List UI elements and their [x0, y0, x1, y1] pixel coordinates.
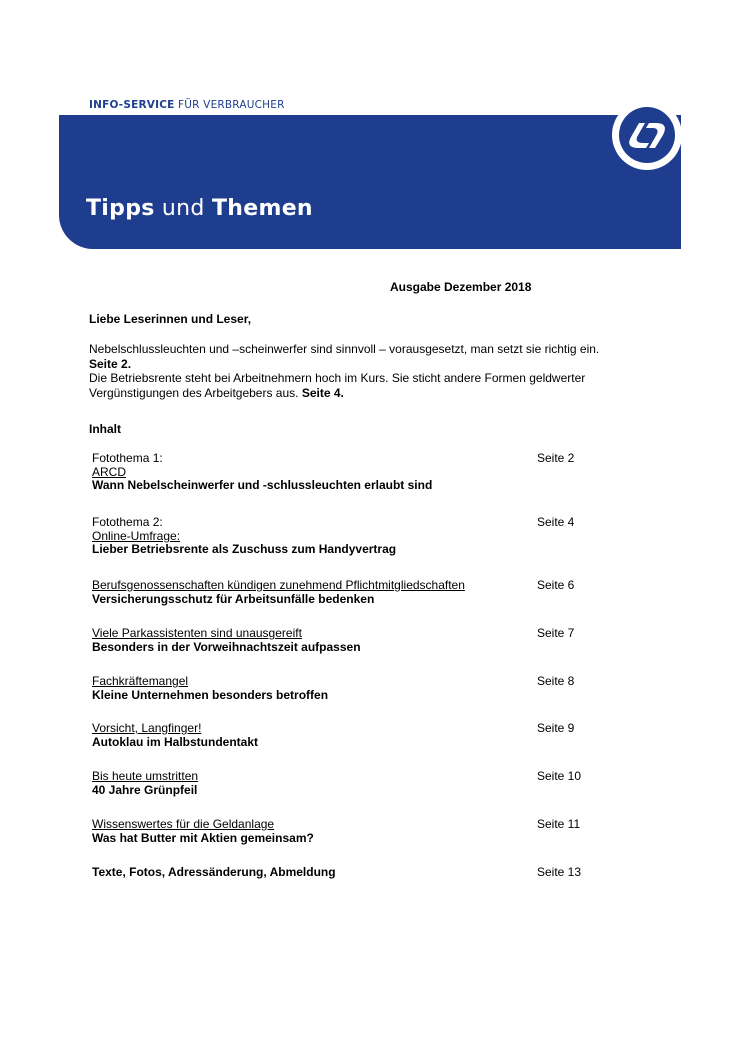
- title-word-und: und: [154, 196, 212, 221]
- toc-entry-page: Seite 6: [537, 578, 575, 592]
- toc-entry-headline: 40 Jahre Grünpfeil: [92, 782, 198, 797]
- toc-entry: [92, 516, 612, 557]
- toc-footer-headline: Texte, Fotos, Adressänderung, Abmeldung: [92, 865, 336, 879]
- edition-label: Ausgabe Dezember 2018: [390, 280, 532, 294]
- toc-entry-headline: Was hat Butter mit Aktien gemeinsam?: [92, 830, 314, 845]
- toc-entry-page: Seite 10: [537, 769, 582, 783]
- toc-entry-topic: ARCD: [92, 464, 127, 479]
- intro-paragraph-2: [89, 371, 629, 400]
- toc-entry: [92, 675, 612, 702]
- intro-p1-text: Nebelschlussleuchten und –scheinwerfer sind sinnvoll – vorausgesetzt, man setzt sie richtig ein.: [89, 342, 600, 356]
- toc-entry-prefix: Fotothema 1:: [92, 451, 163, 465]
- toc-entry-topic: Bis heute umstritten: [92, 769, 199, 783]
- toc-entry: [92, 722, 612, 749]
- banner-title: [86, 196, 313, 221]
- intro-paragraph-1: [89, 342, 629, 371]
- toc-footer: [92, 865, 612, 879]
- toc-entry-headline: Versicherungsschutz für Arbeitsunfälle bedenken: [92, 591, 375, 606]
- toc-entry-topic: Online-Umfrage:: [92, 528, 181, 543]
- toc-entry-headline: Wann Nebelscheinwerfer und -schlussleuchten erlaubt sind: [92, 478, 433, 492]
- kicker-bold: INFO-SERVICE: [89, 99, 175, 111]
- toc-entry-topic: Wissenswertes für die Geldanlage: [92, 817, 275, 831]
- toc-entry: [92, 627, 612, 654]
- toc-entry-topic: Berufsgenossenschaften kündigen zunehmend Pflichtmitgliedschaften: [92, 578, 465, 592]
- toc-entry: [92, 770, 612, 797]
- title-word-themen: Themen: [211, 196, 313, 221]
- toc-entry-prefix: Fotothema 2:: [92, 515, 163, 529]
- kicker-rest: FÜR VERBRAUCHER: [174, 99, 285, 111]
- toc-entry-headline: Autoklau im Halbstundentakt: [92, 734, 259, 749]
- toc-entry-page: Seite 11: [537, 817, 581, 831]
- intro-text: [89, 342, 629, 400]
- toc-heading: Inhalt: [89, 422, 121, 436]
- toc-entry-page: Seite 2: [537, 451, 575, 465]
- company-logo-icon: [609, 97, 685, 173]
- title-banner: [59, 115, 681, 249]
- intro-p1-ref: Seite 2.: [89, 356, 132, 371]
- toc-entry: [92, 579, 612, 606]
- toc-entry-topic: Vorsicht, Langfinger!: [92, 721, 202, 735]
- greeting: Liebe Leserinnen und Leser,: [89, 312, 252, 326]
- intro-p2-text: Die Betriebsrente steht bei Arbeitnehmern hoch im Kurs. Sie sticht andere Formen geldwerter Vergünstigungen des Arbeitgebers aus.: [89, 371, 586, 400]
- title-word-tipps: Tipps: [86, 196, 155, 221]
- toc-entry: [92, 452, 612, 493]
- toc-entry-page: Seite 4: [537, 515, 575, 529]
- intro-p2-ref: Seite 4.: [301, 385, 344, 400]
- header-kicker: [89, 99, 285, 111]
- toc-entry-page: Seite 8: [537, 674, 575, 688]
- toc-entry-headline: Lieber Betriebsrente als Zuschuss zum Handyvertrag: [92, 542, 397, 556]
- toc-entry: [92, 818, 612, 845]
- toc-footer-page: Seite 13: [537, 865, 582, 879]
- toc-entry-topic: Fachkräftemangel: [92, 674, 189, 688]
- toc-entry-page: Seite 7: [537, 626, 575, 640]
- toc-entry-page: Seite 9: [537, 721, 575, 735]
- toc-entry-headline: Besonders in der Vorweihnachtszeit aufpassen: [92, 639, 361, 654]
- toc-entry-topic: Viele Parkassistenten sind unausgereift: [92, 626, 302, 640]
- toc-entry-headline: Kleine Unternehmen besonders betroffen: [92, 687, 329, 702]
